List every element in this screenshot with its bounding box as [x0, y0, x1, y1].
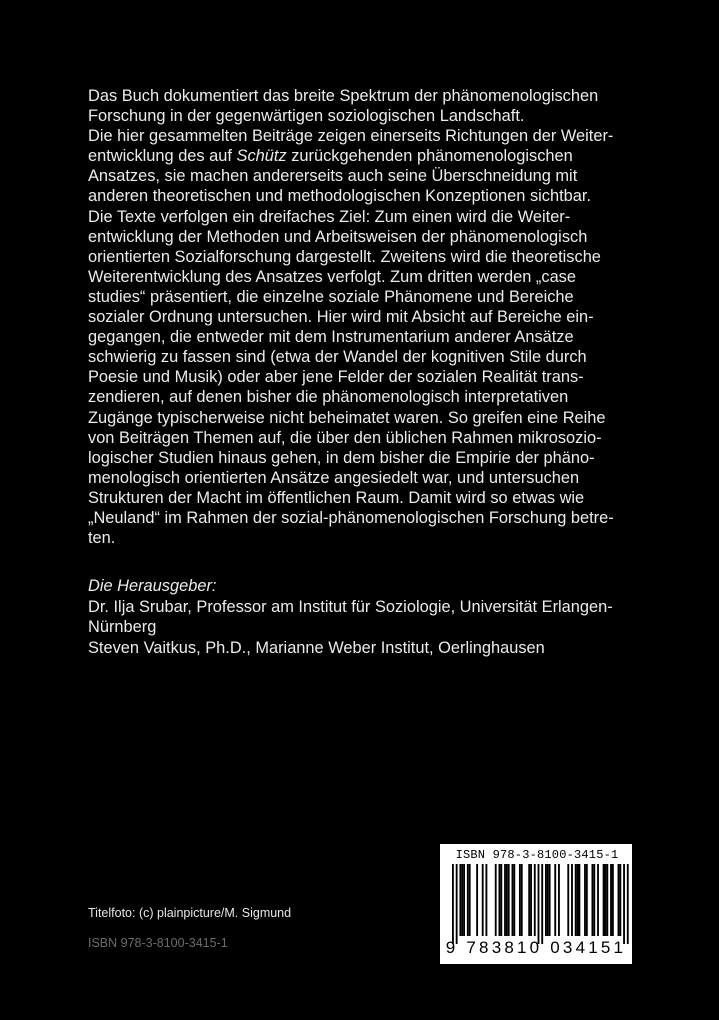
- barcode-left-digits: 783810: [466, 938, 543, 957]
- barcode-bar: [605, 864, 607, 936]
- barcode-bar: [467, 864, 469, 936]
- barcode-bar: [603, 864, 605, 936]
- barcode-bar: [463, 864, 465, 936]
- barcode-bar: [606, 864, 608, 936]
- editors-heading: Die Herausgeber:: [88, 577, 217, 595]
- barcode-bar: [567, 864, 569, 936]
- barcode-bar: [512, 864, 514, 936]
- barcode-bar: [521, 864, 523, 936]
- blurb-line: Weiterentwicklung des Ansatzes verfolgt. Zum dritten werden „case: [88, 267, 576, 286]
- blurb-line: studies“ präsentiert, die einzelne soziale Phänomene und Bereiche: [88, 287, 574, 306]
- author-name-italic: Schütz: [236, 147, 287, 166]
- barcode-bar: [584, 864, 586, 936]
- barcode-bar: [549, 864, 551, 936]
- editors-section: [88, 576, 668, 658]
- blurb-line: gegangen, die entweder mit dem Instrumentarium anderer Ansätze: [88, 328, 574, 347]
- barcode-bar: [578, 864, 580, 936]
- blurb-line: Forschung in der gegenwärtigen soziologischen Landschaft.: [88, 107, 525, 126]
- editor-line: Steven Vaitkus, Ph.D., Marianne Weber Institut, Oerlinghausen: [88, 638, 545, 657]
- barcode-guard-bar: [623, 864, 625, 944]
- blurb-line: „Neuland“ im Rahmen der sozial-phänomenologischen Forschung betre-: [88, 508, 614, 527]
- barcode-bar: [593, 864, 595, 936]
- isbn-barcode: [440, 844, 632, 964]
- blurb-line: entwicklung der Methoden und Arbeitsweisen der phänomenologisch: [88, 227, 588, 246]
- barcode-bar: [612, 864, 614, 936]
- blurb-line: Ansatzes, sie machen andererseits auch seine Überschneidung mit: [88, 167, 578, 186]
- blurb-line: anderen theoretischen und methodologischen Konzeptionen sichtbar.: [88, 187, 592, 206]
- barcode-bar: [577, 864, 579, 936]
- barcode-bar: [519, 864, 521, 936]
- barcode-bar: [571, 864, 573, 936]
- blurb-line: Zugänge typischerweise nicht beheimatet waren. So greifen eine Reihe: [88, 408, 606, 427]
- barcode-bar: [554, 864, 556, 936]
- editor-line: Dr. Ilja Srubar, Professor am Institut für Soziologie, Universität Erlangen-: [88, 597, 613, 616]
- barcode-bar: [534, 864, 536, 936]
- blurb-line: orientierten Sozialforschung dargestellt. Zweitens wird die theoretische: [88, 247, 601, 266]
- barcode-bar: [575, 864, 577, 936]
- barcode-bar: [530, 864, 532, 936]
- barcode-bar: [499, 864, 501, 936]
- barcode-bar: [495, 864, 497, 936]
- barcode-guard-bar: [627, 864, 629, 944]
- blurb-line: Strukturen der Macht im öffentlichen Raum. Damit wird so etwas wie: [88, 488, 585, 507]
- blurb-line: schwierig zu fassen sind (etwa der Wandel der kognitiven Stile durch: [88, 348, 587, 367]
- barcode-bar: [482, 864, 484, 936]
- barcode-bar: [513, 864, 515, 936]
- blurb-line: Die Texte verfolgen ein dreifaches Ziel: Zum einen wird die Weiter-: [88, 207, 571, 226]
- barcode-bar: [610, 864, 612, 936]
- barcode-bar: [547, 864, 549, 936]
- barcode-bar: [459, 864, 461, 936]
- blurb-line: Die hier gesammelten Beiträge zeigen einerseits Richtungen der Weiter-: [88, 127, 614, 146]
- barcode-bar: [500, 864, 502, 936]
- blurb-line: logischer Studien hinaus gehen, in dem bisher die Empirie der phäno-: [88, 448, 595, 467]
- isbn-label: ISBN 978-3-8100-3415-1: [88, 936, 228, 950]
- blurb-line: von Beiträgen Themen auf, die über den üblichen Rahmen mikrosozio-: [88, 428, 602, 447]
- barcode-bar: [597, 864, 599, 936]
- barcode-guard-bar: [538, 864, 540, 944]
- barcode-bar: [545, 864, 547, 936]
- barcode-digits: [442, 938, 630, 958]
- barcode-guard-bar: [452, 864, 454, 944]
- barcode-bar: [506, 864, 508, 936]
- barcode-bar: [528, 864, 530, 936]
- blurb-line: [88, 146, 648, 166]
- photo-credit: Titelfoto: (c) plainpicture/M. Sigmund: [88, 906, 292, 920]
- blurb-line: ten.: [88, 529, 116, 548]
- blurb-text: [88, 86, 648, 548]
- blurb-line: Das Buch dokumentiert das breite Spektrum der phänomenologischen: [88, 87, 599, 105]
- blurb-line-start: entwicklung des auf: [88, 147, 237, 166]
- barcode-right-digits: 034151: [550, 938, 627, 957]
- barcode-bar: [485, 864, 487, 936]
- barcode-bar: [618, 864, 620, 936]
- barcode-guard-bar: [541, 864, 543, 944]
- barcode-first-digit: 9: [445, 938, 459, 957]
- blurb-line: sozialer Ordnung untersuchen. Hier wird mit Absicht auf Bereiche ein-: [88, 308, 594, 327]
- barcode-isbn-text: ISBN 978-3-8100-3415-1: [455, 848, 619, 862]
- barcode-bar: [619, 864, 621, 936]
- barcode-guard-bar: [456, 864, 458, 944]
- barcode-bar: [476, 864, 478, 936]
- editor-line: Nürnberg: [88, 618, 157, 637]
- blurb-line-end: zurückgehenden phänomenologischen: [286, 147, 573, 166]
- barcode-bar: [586, 864, 588, 936]
- barcode-bar: [592, 864, 594, 936]
- barcode-bar: [558, 864, 560, 936]
- blurb-line: Poesie und Musik) oder aber jene Felder der sozialen Realität trans-: [88, 368, 584, 387]
- barcode-bar: [508, 864, 510, 936]
- blurb-line: menologisch orientierten Ansätze angesiedelt war, und untersuchen: [88, 468, 580, 487]
- blurb-line: zendieren, auf denen bisher die phänomenologisch interpretativen: [88, 388, 569, 407]
- barcode-bar: [461, 864, 463, 936]
- barcode-bar: [504, 864, 506, 936]
- barcode-bar: [469, 864, 471, 936]
